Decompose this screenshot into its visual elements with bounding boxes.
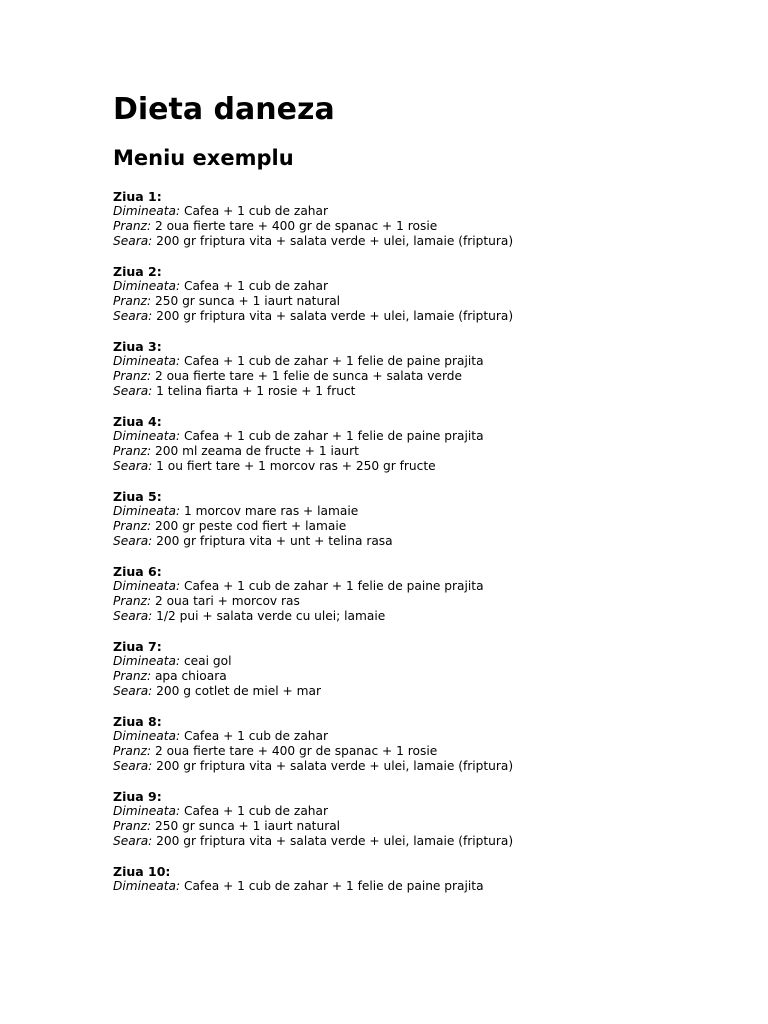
- day-block: [113, 189, 733, 249]
- meal-text: Cafea + 1 cub de zahar + 1 felie de paine prajita: [183, 429, 484, 443]
- meal-text: ceai gol: [183, 654, 232, 668]
- meal-label: Pranz:: [113, 519, 152, 533]
- day-title: Ziua 3:: [113, 339, 162, 354]
- day-block: [113, 714, 733, 774]
- meal-label: Pranz:: [113, 594, 152, 608]
- meal-row: [113, 609, 733, 624]
- day-title: Ziua 5:: [113, 489, 162, 504]
- meal-label: Pranz:: [113, 444, 152, 458]
- day-block: [113, 489, 733, 549]
- meal-text: 200 gr friptura vita + salata verde + ulei, lamaie (friptura): [156, 759, 514, 773]
- meal-row: [113, 834, 733, 849]
- meal-label: Seara:: [113, 384, 153, 398]
- meal-row: [113, 444, 733, 459]
- meal-label: Seara:: [113, 534, 153, 548]
- meal-text: Cafea + 1 cub de zahar: [183, 729, 328, 743]
- day-title: Ziua 8:: [113, 714, 162, 729]
- meal-label: Dimineata:: [113, 204, 181, 218]
- meal-text: Cafea + 1 cub de zahar: [183, 204, 328, 218]
- meal-text: 2 oua fierte tare + 400 gr de spanac + 1 rosie: [154, 219, 438, 233]
- day-block: [113, 564, 733, 624]
- meal-label: Seara:: [113, 759, 153, 773]
- meal-text: 200 gr friptura vita + unt + telina rasa: [156, 534, 393, 548]
- day-block: [113, 639, 733, 699]
- day-block: [113, 264, 733, 324]
- meal-text: 200 g cotlet de miel + mar: [156, 684, 321, 698]
- meal-text: 200 gr friptura vita + salata verde + ulei, lamaie (friptura): [156, 309, 514, 323]
- meal-text: 2 oua tari + morcov ras: [154, 594, 300, 608]
- meal-row: [113, 729, 733, 744]
- day-block: [113, 339, 733, 399]
- meal-label: Dimineata:: [113, 804, 181, 818]
- meal-label: Dimineata:: [113, 279, 181, 293]
- meal-label: Pranz:: [113, 219, 152, 233]
- day-block: [113, 414, 733, 474]
- meal-text: 1 telina fiarta + 1 rosie + 1 fruct: [156, 384, 356, 398]
- meal-label: Seara:: [113, 684, 153, 698]
- meal-row: [113, 654, 733, 669]
- page-title: Dieta daneza: [113, 92, 335, 127]
- meal-row: [113, 234, 733, 249]
- meal-label: Pranz:: [113, 369, 152, 383]
- meal-row: [113, 744, 733, 759]
- meal-row: [113, 804, 733, 819]
- meal-row: [113, 429, 733, 444]
- meal-text: 1 ou fiert tare + 1 morcov ras + 250 gr fructe: [156, 459, 436, 473]
- meal-row: [113, 879, 733, 894]
- day-list: [113, 189, 733, 909]
- meal-text: 2 oua fierte tare + 400 gr de spanac + 1 rosie: [154, 744, 438, 758]
- meal-row: [113, 534, 733, 549]
- meal-row: [113, 504, 733, 519]
- meal-text: Cafea + 1 cub de zahar: [183, 279, 328, 293]
- meal-row: [113, 519, 733, 534]
- meal-text: 250 gr sunca + 1 iaurt natural: [154, 819, 341, 833]
- meal-label: Pranz:: [113, 669, 152, 683]
- meal-label: Seara:: [113, 309, 153, 323]
- meal-label: Seara:: [113, 459, 153, 473]
- meal-text: 200 ml zeama de fructe + 1 iaurt: [154, 444, 359, 458]
- meal-text: 250 gr sunca + 1 iaurt natural: [154, 294, 341, 308]
- meal-row: [113, 759, 733, 774]
- meal-row: [113, 579, 733, 594]
- meal-row: [113, 594, 733, 609]
- meal-row: [113, 354, 733, 369]
- meal-text: 200 gr peste cod fiert + lamaie: [154, 519, 347, 533]
- day-title: Ziua 4:: [113, 414, 162, 429]
- meal-row: [113, 204, 733, 219]
- meal-label: Dimineata:: [113, 579, 181, 593]
- meal-text: Cafea + 1 cub de zahar + 1 felie de paine prajita: [183, 354, 484, 368]
- meal-row: [113, 369, 733, 384]
- meal-row: [113, 819, 733, 834]
- meal-label: Seara:: [113, 234, 153, 248]
- meal-text: Cafea + 1 cub de zahar + 1 felie de paine prajita: [183, 579, 484, 593]
- meal-row: [113, 279, 733, 294]
- meal-label: Dimineata:: [113, 429, 181, 443]
- day-block: [113, 789, 733, 849]
- meal-text: 1/2 pui + salata verde cu ulei; lamaie: [156, 609, 386, 623]
- meal-row: [113, 669, 733, 684]
- meal-label: Pranz:: [113, 819, 152, 833]
- day-title: Ziua 7:: [113, 639, 162, 654]
- meal-text: 2 oua fierte tare + 1 felie de sunca + salata verde: [154, 369, 463, 383]
- meal-row: [113, 384, 733, 399]
- meal-row: [113, 459, 733, 474]
- meal-label: Dimineata:: [113, 729, 181, 743]
- day-title: Ziua 6:: [113, 564, 162, 579]
- meal-label: Seara:: [113, 609, 153, 623]
- meal-label: Dimineata:: [113, 504, 181, 518]
- meal-row: [113, 309, 733, 324]
- meal-row: [113, 219, 733, 234]
- meal-label: Seara:: [113, 834, 153, 848]
- meal-label: Pranz:: [113, 294, 152, 308]
- day-title: Ziua 1:: [113, 189, 162, 204]
- meal-text: 200 gr friptura vita + salata verde + ulei, lamaie (friptura): [156, 234, 514, 248]
- meal-text: 1 morcov mare ras + lamaie: [183, 504, 359, 518]
- section-title: Meniu exemplu: [113, 146, 294, 170]
- meal-label: Pranz:: [113, 744, 152, 758]
- meal-text: Cafea + 1 cub de zahar + 1 felie de paine prajita: [183, 879, 484, 893]
- meal-text: Cafea + 1 cub de zahar: [183, 804, 328, 818]
- meal-row: [113, 294, 733, 309]
- day-title: Ziua 10:: [113, 864, 171, 879]
- day-title: Ziua 2:: [113, 264, 162, 279]
- meal-text: 200 gr friptura vita + salata verde + ulei, lamaie (friptura): [156, 834, 514, 848]
- meal-label: Dimineata:: [113, 354, 181, 368]
- day-block: [113, 864, 733, 894]
- day-title: Ziua 9:: [113, 789, 162, 804]
- meal-row: [113, 684, 733, 699]
- meal-label: Dimineata:: [113, 879, 181, 893]
- meal-label: Dimineata:: [113, 654, 181, 668]
- meal-text: apa chioara: [154, 669, 227, 683]
